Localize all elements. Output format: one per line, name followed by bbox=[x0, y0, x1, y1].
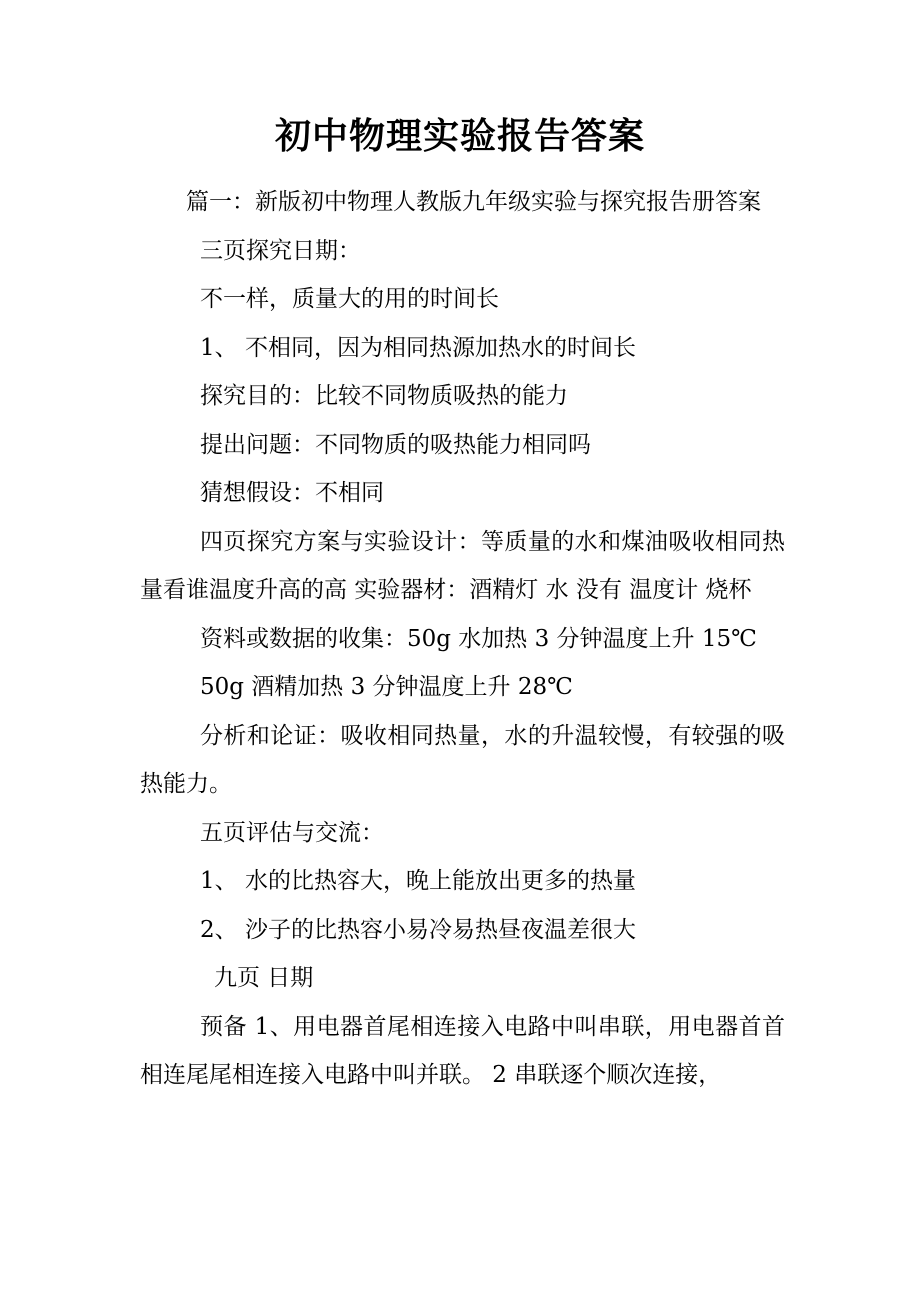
paragraph-design: 四页探究方案与实验设计：等质量的水和煤油吸收相同热量看谁温度升高的高 实验器材：酒精灯 水 没有 温度计 烧杯 bbox=[140, 528, 785, 603]
paragraph-evaluation-1: 1、 水的比热容大，晚上能放出更多的热量 bbox=[200, 868, 636, 894]
paragraph-analysis: 分析和论证：吸收相同热量，水的升温较慢，有较强的吸热能力。 bbox=[140, 722, 785, 797]
paragraph-item-1: 1、 不相同，因为相同热源加热水的时间长 bbox=[200, 334, 636, 361]
paragraph-data-alcohol: 50g 酒精加热 3 分钟温度上升 28℃ bbox=[200, 674, 573, 700]
paragraph-page9-date: 九页 日期 bbox=[214, 965, 314, 991]
paragraph-question: 提出问题：不同物质的吸热能力相同吗 bbox=[200, 431, 591, 458]
paragraph-intro: 篇一：新版初中物理人教版九年级实验与探究报告册答案 bbox=[186, 189, 761, 215]
paragraph-purpose: 探究目的：比较不同物质吸热的能力 bbox=[200, 383, 568, 409]
paragraph-page5-evaluation: 五页评估与交流： bbox=[200, 819, 384, 846]
document-title: 初中物理实验报告答案 bbox=[274, 115, 645, 157]
paragraph-hypothesis: 猜想假设：不相同 bbox=[200, 480, 384, 506]
paragraph-preparation: 预备 1、用电器首尾相连接入电路中叫串联，用电器首首相连尾尾相连接入电路中叫并联。 2 串联逐个顺次连接， bbox=[140, 1013, 785, 1088]
paragraph-evaluation-2: 2、 沙子的比热容小易冷易热昼夜温差很大 bbox=[200, 916, 636, 943]
paragraph-page3-date: 三页探究日期： bbox=[200, 237, 361, 264]
paragraph-data-water: 资料或数据的收集：50g 水加热 3 分钟温度上升 15℃ bbox=[200, 625, 757, 652]
paragraph-answer-different: 不一样，质量大的用的时间长 bbox=[200, 286, 499, 312]
document-body bbox=[140, 178, 785, 1100]
